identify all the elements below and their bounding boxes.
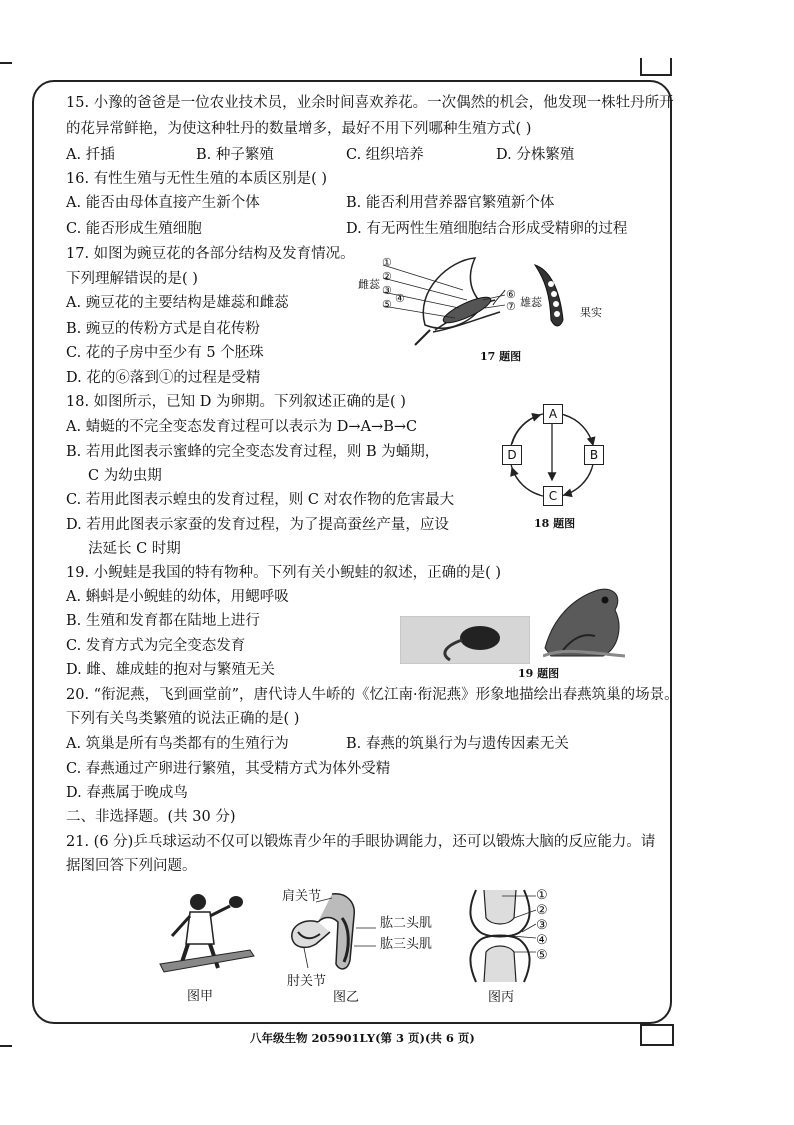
q18-option-b: B. 若用此图表示蜜蜂的完全变态发育过程，则 B 为蛹期，: [66, 444, 440, 460]
fig17-num-2: ②: [382, 270, 392, 283]
q15-stem: 15. 小豫的爸爸是一位农业技术员，业余时间喜欢养花。一次偶然的机会，他发现一株牡丹所开: [66, 95, 674, 111]
fig17-num-4: ④: [395, 292, 405, 305]
q18-stem: 18. 如图所示，已知 D 为卵期。下列叙述正确的是( ): [66, 394, 406, 410]
q15-option-c: C. 组织培养: [346, 147, 424, 163]
q15-option-b: B. 种子繁殖: [196, 147, 274, 163]
joint-num-3: ③: [536, 918, 548, 933]
margin-mark: [0, 1045, 12, 1047]
q18-option-c: C. 若用此图表示蝗虫的发育过程，则 C 对农作物的危害最大: [66, 492, 455, 508]
q16-option-d: D. 有无两性生殖细胞结合形成受精卵的过程: [346, 221, 628, 237]
joint-num-4: ④: [536, 933, 548, 948]
q16-option-b: B. 能否利用营养器官繁殖新个体: [346, 195, 555, 211]
footer-box: [640, 1024, 674, 1046]
pistil-label: 雌蕊: [358, 278, 380, 291]
table-tennis-figure: [150, 888, 260, 978]
q15-option-a: A. 扦插: [66, 147, 115, 163]
joint-num-2: ②: [536, 903, 548, 918]
frog-photo: [543, 578, 625, 658]
q17-option-a: A. 豌豆花的主要结构是雄蕊和雌蕊: [66, 295, 289, 311]
q17-option-b: B. 豌豆的传粉方式是自花传粉: [66, 321, 260, 337]
fig19-caption: 19 题图: [518, 667, 560, 680]
fig-a-caption: 图甲: [187, 989, 214, 1004]
q17-stem-2: 下列理解错误的是( ): [66, 271, 198, 287]
corner-box: [640, 58, 672, 76]
fig18-caption: 18 题图: [534, 517, 576, 530]
biceps-label: 肱二头肌: [380, 916, 433, 931]
node-a: A: [543, 404, 563, 424]
joint-num-5: ⑤: [536, 948, 548, 963]
q20-option-d: D. 春燕属于晚成鸟: [66, 785, 188, 801]
joint-structure-figure: [462, 888, 542, 984]
fig17-num-1: ①: [382, 256, 392, 269]
q16-stem: 16. 有性生殖与无性生殖的本质区别是( ): [66, 171, 328, 187]
q15-stem-2: 的花异常鲜艳，为使这种牡丹的数量增多，最好不用下列哪种生殖方式( ): [66, 121, 532, 137]
node-c: C: [543, 486, 563, 506]
shoulder-joint-label: 肩关节: [282, 889, 322, 904]
q19-option-a: A. 蝌蚪是小鲵蛙的幼体，用鳃呼吸: [66, 589, 289, 605]
q19-option-c: C. 发育方式为完全变态发育: [66, 638, 246, 654]
fig17-num-6: ⑥: [506, 288, 516, 301]
triceps-label: 肱三头肌: [380, 937, 433, 952]
q21-stem: 21. (6 分)乒乓球运动不仅可以锻炼青少年的手眼协调能力，还可以锻炼大脑的反应能力。请: [66, 834, 656, 850]
q17-option-c: C. 花的子房中至少有 5 个胚珠: [66, 345, 264, 361]
q17-stem: 17. 如图为豌豆花的各部分结构及发育情况。: [66, 246, 355, 262]
q18-option-a: A. 蜻蜓的不完全变态发育过程可以表示为 D→A→B→C: [66, 419, 418, 435]
q20-stem: 20. “衔泥燕，飞到画堂前”，唐代诗人牛峤的《忆江南·衔泥燕》形象地描绘出春燕筑巢的场景。: [66, 687, 679, 703]
tadpole-photo: [400, 616, 530, 664]
fig-b-caption: 图乙: [333, 990, 360, 1005]
node-b: B: [584, 445, 604, 465]
fruit-label: 果实: [580, 306, 602, 319]
stamen-label: 雄蕊: [520, 296, 542, 309]
section-2-title: 二、非选择题。(共 30 分): [66, 809, 236, 825]
fig17-num-5: ⑤: [382, 298, 392, 311]
q17-option-d: D. 花的⑥落到①的过程是受精: [66, 370, 261, 386]
q18-option-d-cont: 法延长 C 时期: [88, 541, 181, 557]
q20-stem-2: 下列有关鸟类繁殖的说法正确的是( ): [66, 711, 300, 727]
q19-option-d: D. 雌、雄成蛙的抱对与繁殖无关: [66, 662, 275, 678]
margin-mark: [0, 62, 12, 64]
fig17-num-7: ⑦: [506, 300, 516, 313]
q18-option-d: D. 若用此图表示家蚕的发育过程，为了提高蚕丝产量，应设: [66, 517, 449, 533]
fig17-num-3: ③: [382, 284, 392, 297]
q20-option-a: A. 筑巢是所有鸟类都有的生殖行为: [66, 736, 289, 752]
elbow-joint-label: 肘关节: [287, 974, 327, 989]
page-footer: 八年级生物 205901LY(第 3 页)(共 6 页): [250, 1031, 475, 1045]
q15-option-d: D. 分株繁殖: [496, 147, 575, 163]
fig-c-caption: 图丙: [488, 990, 515, 1005]
q21-stem-2: 据图回答下列问题。: [66, 858, 197, 874]
fig17-caption: 17 题图: [480, 350, 522, 363]
pea-flower-figure: [355, 250, 605, 350]
q18-option-b-cont: C 为幼虫期: [88, 468, 162, 484]
node-d: D: [502, 445, 522, 465]
q16-option-c: C. 能否形成生殖细胞: [66, 221, 202, 237]
q16-option-a: A. 能否由母体直接产生新个体: [66, 195, 260, 211]
q19-stem: 19. 小鲵蛙是我国的特有物种。下列有关小鲵蛙的叙述，正确的是( ): [66, 565, 502, 581]
q19-option-b: B. 生殖和发育都在陆地上进行: [66, 613, 260, 629]
q20-option-b: B. 春燕的筑巢行为与遗传因素无关: [346, 736, 569, 752]
joint-num-1: ①: [536, 888, 548, 903]
q20-option-c: C. 春燕通过产卵进行繁殖，其受精方式为体外受精: [66, 761, 391, 777]
